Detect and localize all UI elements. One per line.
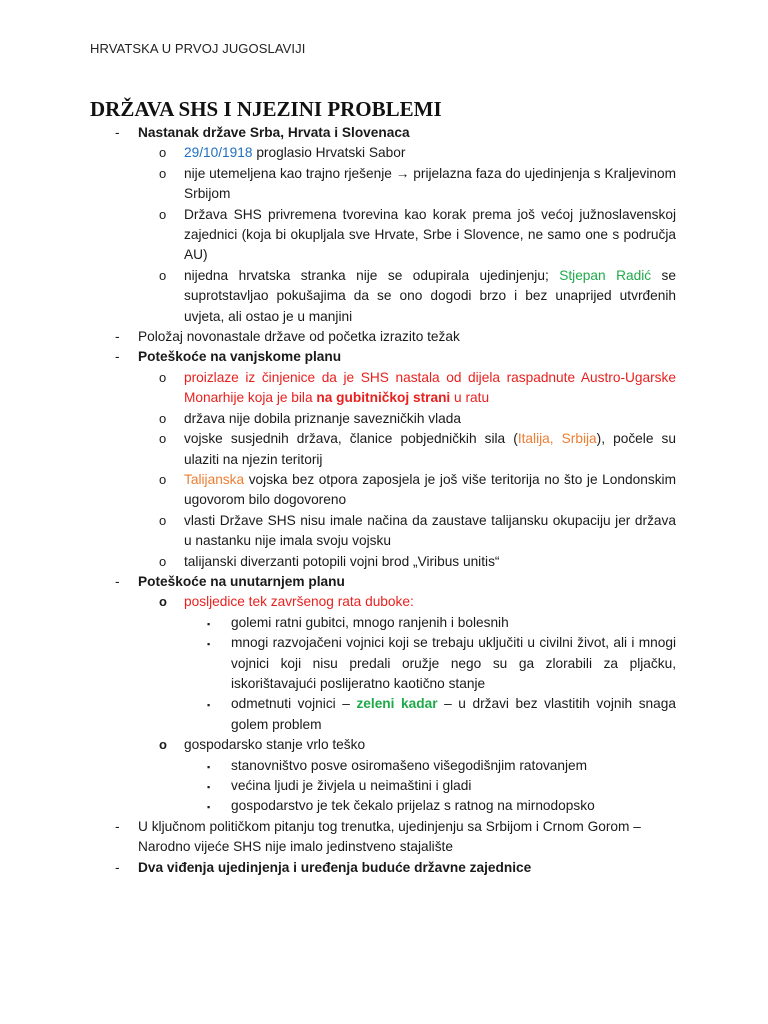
item-text: talijanski diverzanti potopili vojni brod „Viribus unitis“	[184, 553, 500, 569]
item-text: gospodarsko stanje vrlo teško	[184, 737, 366, 753]
circle-bullet: o	[159, 471, 167, 487]
item-text: proizlaze iz činjenice da je SHS nastala od dijela raspadnute Austro-Ugarske Monarhije koja je bila	[184, 369, 676, 406]
list-item	[0, 858, 768, 878]
item-text: nijedna hrvatska stranka nije se odupirala ujedinjenju;	[184, 267, 560, 283]
square-bullet: ▪	[207, 639, 211, 650]
list-item	[0, 429, 768, 470]
square-bullet: ▪	[207, 782, 211, 792]
page-header: HRVATSKA U PRVOJ JUGOSLAVIJI	[90, 41, 306, 56]
item-text: država nije dobila priznanje savezničkih vlada	[184, 410, 461, 426]
item-text: Država SHS privremena tvorevina kao korak prema još većoj južnoslavenskoj zajednici (koja bi okupljala sve Hrvate, Srbe i Slovence, ne samo one s područja AU)	[184, 206, 676, 263]
list-item	[0, 143, 768, 163]
circle-bullet: o	[159, 145, 167, 161]
circle-bullet: o	[159, 369, 167, 385]
list-item	[0, 368, 768, 409]
square-bullet: ▪	[207, 618, 211, 629]
section-heading: Poteškoće na vanjskome planu	[138, 349, 342, 365]
section-heading: Nastanak države Srba, Hrvata i Slovenaca	[138, 125, 410, 140]
list-item	[0, 266, 768, 327]
list-item	[0, 511, 768, 552]
highlight-term: zeleni kadar	[356, 696, 438, 712]
list-item	[0, 123, 768, 143]
list-item	[0, 694, 768, 735]
item-text: većina ljudi je živjela u neimaštini i gladi	[231, 778, 472, 793]
list-item	[0, 735, 768, 755]
list-item	[0, 409, 768, 429]
country-names: Italija, Srbija	[517, 431, 597, 447]
list-item	[0, 796, 768, 816]
list-item	[0, 347, 768, 367]
item-text: Položaj novonastale države od početka izrazito težak	[138, 329, 460, 345]
dash-bullet: -	[115, 818, 120, 834]
circle-bullet: o	[159, 410, 167, 426]
dash-bullet: -	[115, 329, 120, 345]
section-heading: Dva viđenja ujedinjenja i uređenja buduće državne zajednice	[138, 859, 532, 875]
item-text: – u državi bez vlastitih vojnih snaga golem problem	[231, 696, 676, 732]
circle-bullet: o	[159, 165, 167, 181]
highlight-word: Talijanska	[184, 471, 245, 487]
item-text: ), počele su ulaziti na njezin teritorij	[184, 431, 676, 467]
dash-bullet: -	[115, 349, 120, 365]
list-item	[0, 613, 768, 633]
list-item	[0, 776, 768, 796]
circle-bullet: o	[159, 553, 167, 569]
item-text: U ključnom političkom pitanju tog trenutka, ujedinjenju sa Srbijom i Crnom Gorom – Narodno vijeće SHS nije imalo jedinstveno stajalište	[138, 818, 641, 855]
item-text: vojske susjednih država, članice pobjedničkih sila (	[184, 431, 518, 447]
item-text: gospodarstvo je tek čekalo prijelaz s ratnog na mirnodopsko	[231, 798, 595, 814]
circle-bullet: o	[159, 267, 167, 283]
item-text: vojska bez otpora zaposjela je još više teritorija no što je Londonskim ugovorom bilo dogovoreno	[184, 471, 676, 508]
list-item	[0, 470, 768, 511]
square-bullet: ▪	[207, 700, 211, 711]
circle-bullet: o	[159, 512, 167, 528]
dash-bullet: -	[115, 125, 120, 140]
emphasis-text: na gubitničkoj strani	[316, 390, 451, 406]
item-text: vlasti Države SHS nisu imale načina da zaustave talijansku okupaciju jer država u nastanku nije imala svoju vojsku	[184, 512, 676, 549]
item-text: mnogi razvojačeni vojnici koji se trebaju uključiti u civilni život, ali i mnogi vojnici koji nisu predali oružje nego su ga zlorabili za pljačku, iskorištavajući poslijeratno kaotično stanje	[231, 635, 676, 691]
dash-bullet: -	[115, 573, 120, 589]
item-text: stanovništvo posve osiromašeno višegodišnjim ratovanjem	[231, 757, 588, 773]
list-item	[0, 205, 768, 266]
item-text: posljedice tek završenog rata duboke:	[184, 594, 414, 610]
list-item	[0, 572, 768, 592]
circle-bullet: o	[159, 737, 167, 753]
item-text: u ratu	[450, 390, 490, 406]
square-bullet: ▪	[207, 761, 211, 772]
item-text: odmetnuti vojnici –	[231, 696, 357, 712]
list-item	[0, 552, 768, 572]
square-bullet: ▪	[207, 802, 211, 813]
item-text: proglasio Hrvatski Sabor	[252, 145, 406, 161]
circle-bullet: o	[159, 594, 167, 610]
item-text: se suprotstavljao pokušajima da se ono dogodi brzo i bez unaprijed utvrđenih uvjeta, ali ostao je u manjini	[184, 267, 676, 324]
document-title: DRŽAVA SHS I NJEZINI PROBLEMI	[90, 97, 442, 121]
item-text: golemi ratni gubitci, mnogo ranjenih i bolesnih	[231, 614, 509, 630]
list-item	[0, 817, 768, 858]
section-heading: Poteškoće na unutarnjem planu	[138, 573, 345, 589]
circle-bullet: o	[159, 431, 167, 447]
dash-bullet: -	[115, 859, 120, 875]
list-item	[0, 633, 768, 694]
item-text: nije utemeljena kao trajno rješenje → prijelazna faza do ujedinjenja s Kraljevinom Srbijom	[184, 165, 676, 202]
list-item	[0, 164, 768, 205]
list-item	[0, 592, 768, 612]
document-body	[0, 123, 768, 878]
date-text: 29/10/1918	[184, 145, 253, 161]
list-item	[0, 756, 768, 776]
circle-bullet: o	[159, 206, 167, 222]
person-name: Stjepan Radić	[559, 267, 652, 283]
list-item	[0, 327, 768, 347]
